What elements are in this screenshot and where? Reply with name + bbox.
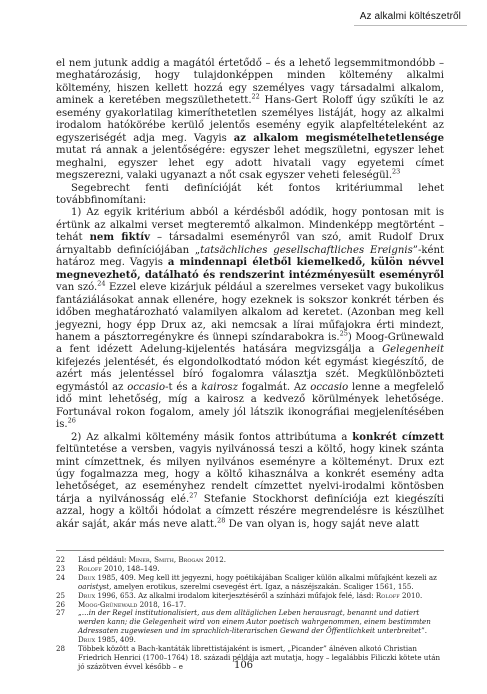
- text-run: kifejezés jelentését, és elgondolkodtató módon két egymást kiegészítő, de azért más jelentéssel bíró fogalomra választja szét. Megkülönbözteti egymástól az: [56, 356, 444, 393]
- italic-text: tatsächliches gesellschaftliches Ereignis: [200, 244, 413, 256]
- text-run: De van olyan is, hogy saját neve alatt: [225, 518, 420, 530]
- footnote-number: 25: [56, 590, 66, 600]
- text-run: – társadalmi eseményről van szó, amit Rudolf Drux árnyaltabb definíciójában „: [56, 232, 444, 256]
- italic-text: Gelegenheit: [382, 344, 444, 356]
- text-run: „: [78, 608, 82, 618]
- footnote-ref: 28: [217, 516, 226, 525]
- footnote-ref: 27: [189, 491, 198, 500]
- italic-text: occasio: [310, 381, 349, 393]
- text-run: ”.: [421, 626, 428, 636]
- text-run: 2010.: [399, 590, 423, 600]
- author-name: Drux: [78, 572, 96, 582]
- footnote-ref: 23: [392, 167, 401, 176]
- footnote: [56, 609, 444, 645]
- text-run: ) Moog-Grünewald a fent idézett Adelung-kijelentés hatására megvizsgálja a: [56, 331, 445, 356]
- text-run: 1985, 409. Meg kell itt jegyezni, hogy poétikájában Scaliger külön alkalmi műfajként kezeli az: [95, 572, 437, 582]
- italic-text: occasio: [127, 381, 166, 393]
- footnote-number: 28: [56, 644, 66, 654]
- bold-text: a mindennapi életből kiemelkedő, külön névvel megnevezhető, datálható és rendszerint intézményesült eseményről: [56, 257, 444, 281]
- text-run: -t és a: [165, 381, 202, 393]
- italic-text: kairosz: [201, 381, 238, 393]
- text-run: feltüntetése a versben, vagyis nyilvánossá teszi a költő, hogy kinek szánta mint címzettnek, és milyen nyilvános eseményre a költeményt. Drux ezt úgy fogalmazza meg, hogy a költő kihasználva a konkrét esemény adta lehetőséget, az eseményhez rendelt címzettet nyelvi-irodalmi köntösben tárja a nyilvánosság elé.: [56, 444, 444, 505]
- text-run: 2012.: [203, 555, 226, 564]
- bold-text: nem fiktív: [89, 232, 150, 244]
- text-run: 1996, 653. Az alkalmi irodalom kiterjesztéséről a színházi műfajok felé, lásd:: [95, 590, 376, 600]
- italic-text: oaristyst: [78, 581, 110, 591]
- text-run: , amelyen erotikus, szerelmi csevegést ért. Igaz, a nászéjszakán. Scaliger 1561, 155.: [109, 581, 414, 591]
- text-run: 2) Az alkalmi költemény másik fontos attribútuma a: [71, 431, 353, 443]
- footnote-ref: 26: [67, 416, 76, 425]
- bold-text: az alkalom megismételhetetlensége: [233, 132, 444, 144]
- body-text: [56, 58, 444, 531]
- author-name: Drux: [78, 635, 96, 645]
- footnote: [56, 574, 444, 592]
- footnote-number: 26: [56, 599, 66, 609]
- footnote-ref: 24: [97, 279, 106, 288]
- text-run: Hans-Gert Roloff úgy szűkíti le az esemény gyakorlatilag kimeríthetetlen személyes listáját, hogy az alkalmi irodalom hatókörébe kerülő jelentős esemény egyik alapfeltételeként az egyszeriségét adja meg. Vagyis: [56, 95, 444, 144]
- footnote-number: 27: [56, 608, 66, 618]
- text-run: 2018, 16–17.: [137, 599, 187, 609]
- author-name: Miner, Smith, Brogan: [128, 555, 204, 564]
- footnote-number: 23: [56, 563, 66, 573]
- text-run: Segebrecht fenti definícióját két fontos kritériummal lehet továbbfinomítani:: [56, 182, 444, 206]
- bold-text: konkrét címzett: [352, 431, 444, 443]
- author-name: Moog-Grünewald: [78, 599, 138, 609]
- text-run: ”-ként határoz meg. Vagyis: [56, 244, 444, 269]
- author-name: Roloff: [375, 590, 400, 600]
- footnotes: [56, 550, 444, 672]
- paragraph: [56, 432, 444, 532]
- text-run: van szó.: [56, 282, 98, 294]
- footnote-number: 24: [56, 572, 66, 582]
- text-run: fogalmát. Az: [237, 381, 311, 393]
- paragraph: [56, 58, 444, 183]
- footnote-ref: 25: [339, 329, 348, 338]
- italic-text: …in der Regel institutionalisiert, aus dem alltäglichen Leben herausragt, benannt und datiert werden kann; die Gelegenheit wird von einem Autor poetisch wahrgenommen, einem bestimmten Adressaten zugewiesen und im sprachlich-literarischen Gewand der Öffentlichkeit unterbreitet: [78, 608, 431, 636]
- text-run: Stefanie Stockhorst definíciója ezt kiegészíti azzal, hogy a költői hódolat a címzett részére megrendelésre is készülhet akár saját, akár más neve alatt.: [56, 493, 444, 530]
- running-header: Az alkalmi költészetről: [354, 8, 467, 26]
- text-run: Többek között a Bach-kantáták librettistájaként is ismert, „Picander” álnéven alkotó Christian Friedrich Henrici (1700–1764) 18. századi példája azt mutatja, hogy – legalábbis Filiczki kötete után jó százötven évvel később – e: [78, 644, 441, 671]
- text-run: lenne a megfelelő idő mint lehetőség, míg a kairosz a kedvező körülmények lehetősége. Fortunával rokon fogalom, amely jól látszik ikonográfiai megjelenítésében is.: [56, 381, 445, 431]
- text-run: 2010, 148–149.: [101, 563, 160, 573]
- text-run: Ezzel eleve kizárjuk például a szerelmes verseket vagy bukolikus fantáziálásokat annak ellenére, hogy ezeknek is sokszor konkrét térben és időben meghatározható valamilyen alkalom ad keretet. (Azonban meg kell jegyezni, hogy épp Drux az, aki nemcsak a lírai műfajokra érti mindezt, hanem a pásztorregénykre és ünnepi színdarabokra is.: [56, 282, 444, 343]
- paragraph: [56, 207, 444, 431]
- text-run: 1985, 409.: [95, 635, 136, 645]
- page-number: 106: [233, 660, 254, 671]
- text-run: Lásd például:: [78, 555, 129, 564]
- author-name: Roloff: [78, 563, 102, 573]
- author-name: Drux: [78, 590, 96, 600]
- footnote-number: 22: [56, 555, 66, 564]
- footnote-ref: 22: [251, 93, 260, 101]
- text-run: mutat rá annak a jelentőségére: egyszer lehet megszületni, egyszer lehet meghalni, egyszer lehet egy adott hivatali vagy egyetemi címet megszerezni, valaki ugyanazt a nőt csak egyszer veheti feleségül.: [56, 145, 444, 182]
- paragraph: [56, 183, 444, 208]
- text-run: 1) Az egyik kritérium abból a kérdésből adódik, hogy pontosan mit is értünk az alkalmi verset megteremtő alkalmon. Mindenképp megtörtént – tehát: [56, 207, 444, 244]
- text-run: el nem jutunk addig a magától értetődő – és a lehető legsemmitmondóbb – meghatározásig, hogy tulajdonképpen minden költemény alkalmi költemény, hiszen kellett hozzá egy személyes vagy társadalmi alkalom, aminek a keretében megszülethetett.: [56, 58, 444, 107]
